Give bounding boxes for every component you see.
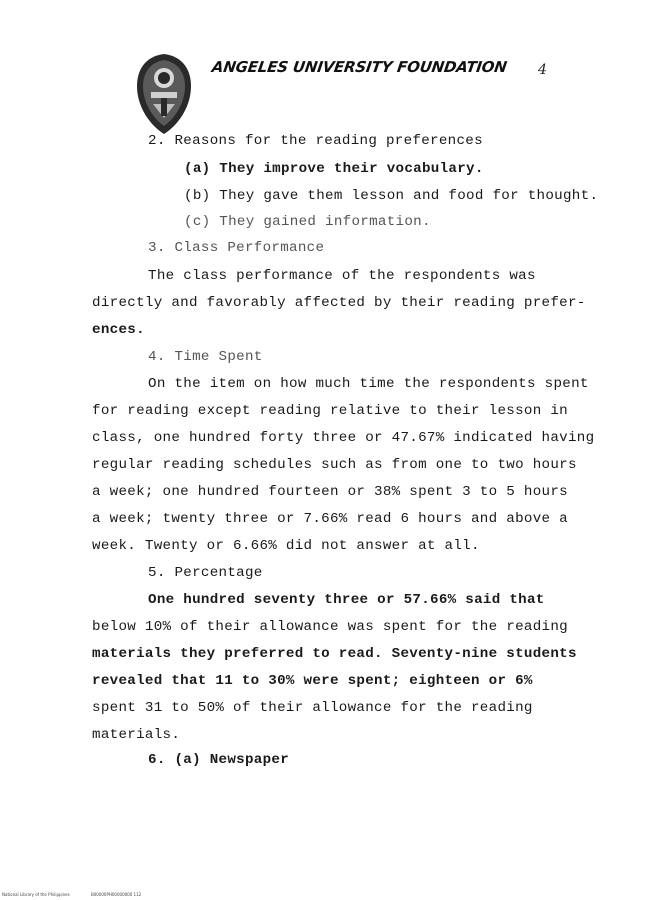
section-heading: 3. Class Performance bbox=[148, 240, 325, 256]
paragraph-line: a week; one hundred fourteen or 38% spent 3 to 5 hours bbox=[92, 484, 568, 500]
paragraph-line: a week; twenty three or 7.66% read 6 hours and above a bbox=[92, 511, 568, 527]
paragraph-line: week. Twenty or 6.66% did not answer at all. bbox=[92, 538, 480, 554]
paragraph-line: below 10% of their allowance was spent for the reading bbox=[92, 619, 568, 635]
paragraph-line: regular reading schedules such as from one to two hours bbox=[92, 457, 577, 473]
paragraph-line: On the item on how much time the respondents spent bbox=[148, 376, 589, 392]
paragraph-line: revealed that 11 to 30% were spent; eighteen or 6% bbox=[92, 673, 533, 689]
scan-code: B00000PH00000000 112 bbox=[91, 892, 142, 897]
section-heading: 2. Reasons for the reading preferences bbox=[148, 133, 483, 149]
university-name: ANGELES UNIVERSITY FOUNDATION bbox=[210, 58, 508, 76]
paragraph-line: The class performance of the respondents was bbox=[148, 268, 536, 284]
paragraph-line: materials they preferred to read. Seventy-nine students bbox=[92, 646, 577, 662]
list-item: (a) They improve their vocabulary. bbox=[184, 161, 484, 177]
scan-footer bbox=[2, 892, 161, 897]
section-heading: 6. (a) Newspaper bbox=[148, 752, 290, 768]
list-item: (b) They gave them lesson and food for thought. bbox=[184, 188, 599, 204]
paragraph-line: class, one hundred forty three or 47.67% indicated having bbox=[92, 430, 595, 446]
paragraph-line: ences. bbox=[92, 322, 145, 338]
paragraph-line: spent 31 to 50% of their allowance for the reading bbox=[92, 700, 533, 716]
page-number: 4 bbox=[538, 62, 547, 78]
paragraph-line: materials. bbox=[92, 727, 181, 743]
list-item: (c) They gained information. bbox=[184, 214, 431, 230]
paragraph-line: for reading except reading relative to their lesson in bbox=[92, 403, 568, 419]
section-heading: 4. Time Spent bbox=[148, 349, 263, 365]
university-seal-icon bbox=[135, 52, 193, 136]
section-heading: 5. Percentage bbox=[148, 565, 263, 581]
paragraph-line: directly and favorably affected by their reading prefer- bbox=[92, 295, 586, 311]
paragraph-line: One hundred seventy three or 57.66% said that bbox=[148, 592, 545, 608]
library-credit: National Library of the Philippines bbox=[2, 892, 70, 897]
